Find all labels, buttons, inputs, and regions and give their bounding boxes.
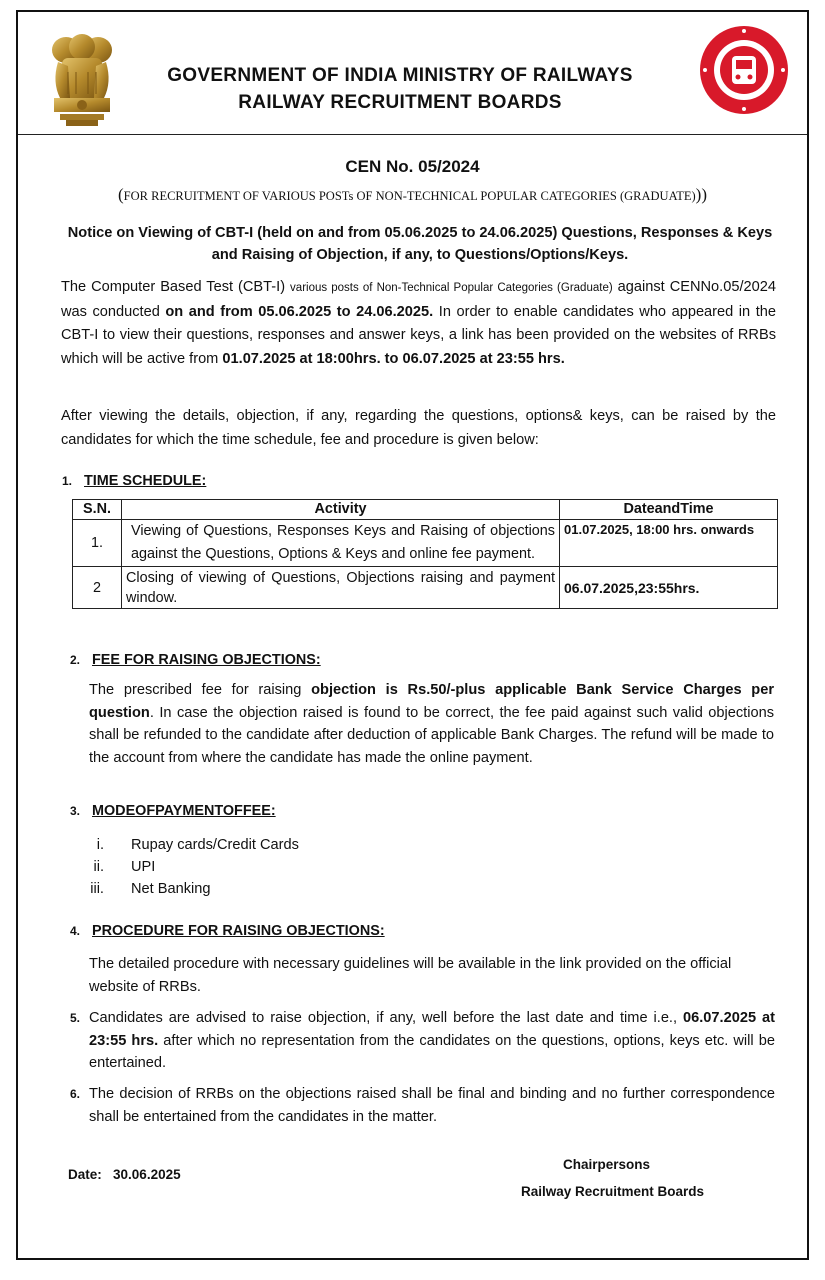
header-title: [130, 62, 670, 116]
header-divider: [18, 134, 807, 135]
national-emblem-icon: [44, 32, 120, 130]
table-row: [73, 520, 778, 567]
table-header-datetime: DateandTime: [560, 500, 778, 520]
point-6: 6. The decision of RRBs on the objections raised shall be final and binding and no further correspondence shall be entertained from the candidates in the matter.: [70, 1086, 775, 1125]
list-item: ii. UPI: [93, 859, 156, 875]
procedure-paragraph: The detailed procedure with necessary guidelines will be available in the link provided on the official website of RRBs.: [89, 956, 732, 995]
indian-railways-logo-icon: [698, 24, 790, 116]
table-cell-datetime: 01.07.2025, 18:00 hrs. onwards: [560, 520, 778, 567]
signatory-organization: Railway Recruitment Boards: [521, 1184, 705, 1199]
table-cell-sn: 1.: [73, 520, 122, 567]
section-fee-heading: 2. FEE FOR RAISING OBJECTIONS:: [70, 652, 321, 668]
section-time-schedule-heading: 1. TIME SCHEDULE:: [62, 473, 207, 489]
table-row: [73, 567, 778, 609]
time-schedule-table: [72, 499, 778, 609]
notice-date: Date: 30.06.2025: [68, 1167, 181, 1182]
table-cell-sn: 2: [73, 567, 122, 609]
point-5: 5. Candidates are advised to raise objection, if any, well before the last date and time i.e., 06.07.2025 at 23:55 hrs. after which no representation from the candidates on the questions, options, keys etc. will be entertained.: [70, 1010, 775, 1071]
table-cell-datetime: 06.07.2025,23:55hrs.: [560, 567, 778, 609]
header-line-1: GOVERNMENT OF INDIA MINISTRY OF RAILWAYS: [167, 65, 633, 86]
cen-subtitle: (FOR RECRUITMENT OF VARIOUS POSTs OF NON-TECHNICAL POPULAR CATEGORIES (GRADUATE))): [118, 185, 707, 204]
list-item: i. Rupay cards/Credit Cards: [96, 837, 299, 853]
table-header-activity: Activity: [122, 500, 560, 520]
section-procedure-heading: 4. PROCEDURE FOR RAISING OBJECTIONS:: [70, 923, 385, 939]
payment-modes-list: [80, 834, 299, 900]
signatory-title: Chairpersons: [563, 1157, 651, 1172]
notice-title: Notice on Viewing of CBT-I (held on and from 05.06.2025 to 24.06.2025) Questions, Responses & Keys and Raising of Objection, if any, to Questions/Options/Keys.: [67, 225, 773, 263]
table-header-sn: S.N.: [73, 500, 122, 520]
header-line-2: RAILWAY RECRUITMENT BOARDS: [238, 92, 562, 113]
table-header-row: [73, 500, 778, 520]
intro-paragraph: The Computer Based Test (CBT-I) various posts of Non-Technical Popular Categories (Graduate) against CENNo.05/2024 was conducted on and from 05.06.2025 to 24.06.2025. In order to enable candidates who appeared in the CBT-I to view their questions, responses and answer keys, a link has been provided on the websites of RRBs which will be active from 01.07.2025 at 18:00hrs. to 06.07.2025 at 23:55 hrs.: [61, 279, 776, 367]
intro-paragraph-2: After viewing the details, objection, if any, regarding the questions, options& keys, can be raised by the candidates for which the time schedule, fee and procedure is given below:: [61, 408, 776, 448]
fee-paragraph: The prescribed fee for raising objection is Rs.50/-plus applicable Bank Service Charges per question. In case the objection raised is found to be correct, the fee paid against such valid objections shall be refunded to the candidate after deduction of applicable Bank Charges. The refund will be made to the account from where the candidate has made the online payment.: [89, 682, 774, 766]
cen-number: CEN No. 05/2024: [345, 157, 480, 176]
list-item: iii. Net Banking: [90, 881, 211, 897]
table-cell-activity: Closing of viewing of Questions, Objections raising and payment window.: [122, 567, 560, 609]
table-cell-activity: Viewing of Questions, Responses Keys and Raising of objections against the Questions, Options & Keys and online fee payment.: [122, 520, 560, 567]
section-payment-mode-heading: 3. MODEOFPAYMENTOFFEE:: [70, 803, 276, 819]
